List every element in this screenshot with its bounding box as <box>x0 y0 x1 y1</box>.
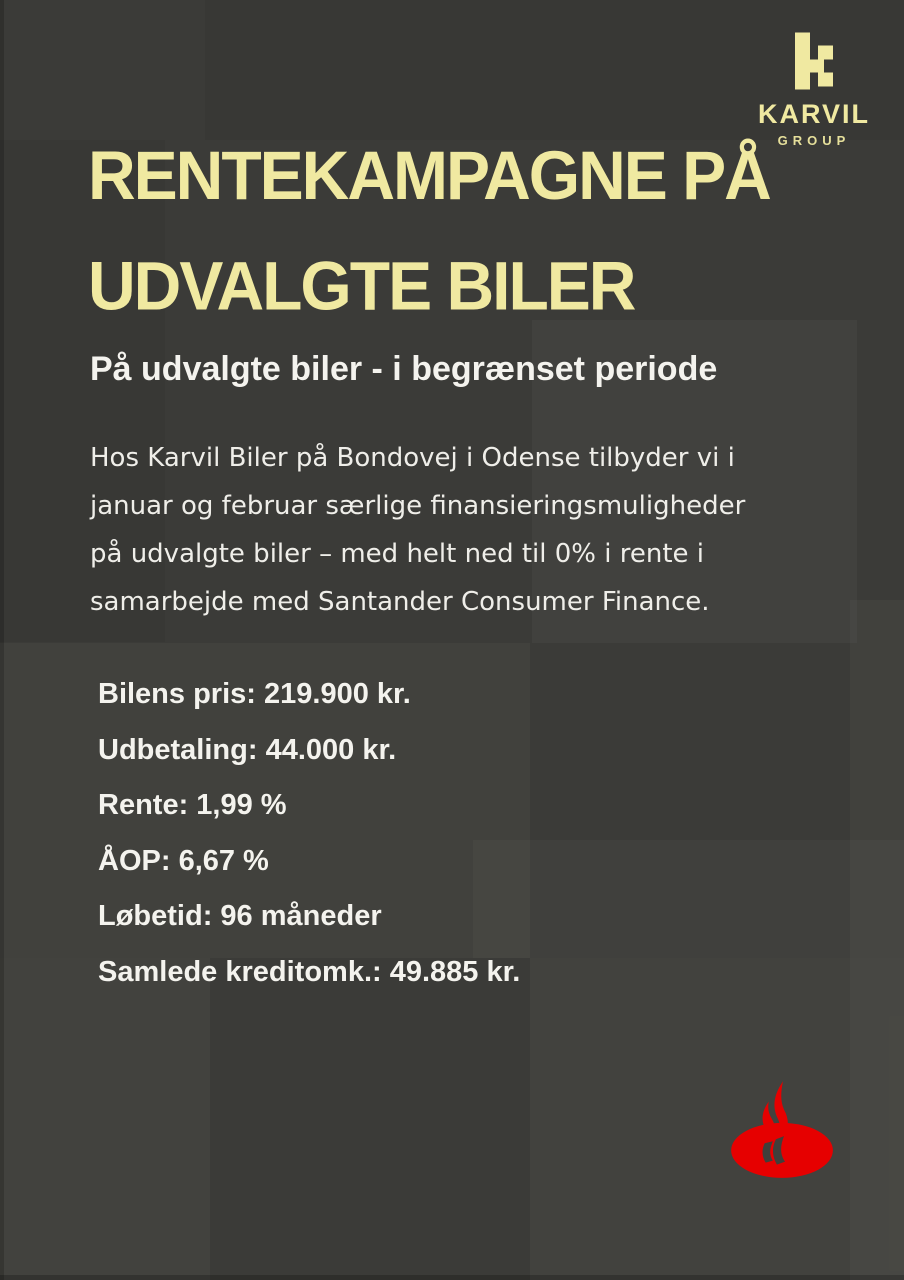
detail-value: 6,67 % <box>178 844 269 877</box>
background-edge <box>0 1275 904 1280</box>
body-line: på udvalgte biler – med helt ned til 0% i rente i <box>90 539 705 569</box>
body-line: Hos Karvil Biler på Bondovej i Odense tilbyder vi i <box>90 443 735 473</box>
detail-row-lobetid <box>98 889 738 945</box>
detail-label: Løbetid: <box>98 900 213 932</box>
detail-row-kreditomk <box>98 945 738 1001</box>
background-patch <box>0 958 210 1280</box>
headline <box>88 120 868 340</box>
detail-row-bilens-pris <box>98 667 738 723</box>
headline-line-2: UDVALGTE BILER <box>88 246 635 324</box>
detail-value: 219.900 kr. <box>264 678 411 710</box>
detail-label: Udbetaling: <box>98 733 258 766</box>
finance-details-list <box>98 667 738 1000</box>
body-line: januar og februar særlige finansieringsmuligheder <box>90 491 746 521</box>
karvil-k-icon <box>795 32 833 90</box>
detail-value: 49.885 kr. <box>389 955 521 988</box>
detail-label: Samlede kreditomk.: <box>98 955 382 988</box>
santander-logo <box>703 1070 859 1184</box>
background-edge <box>0 0 4 1280</box>
subheadline: På udvalgte biler - i begrænset periode <box>90 350 718 388</box>
detail-row-udbetaling <box>98 723 738 779</box>
detail-label: Bilens pris: <box>98 678 256 710</box>
detail-value: 44.000 kr. <box>265 733 397 766</box>
detail-label: ÅOP: <box>98 844 171 877</box>
headline-line-1: RENTEKAMPAGNE PÅ <box>88 136 770 214</box>
detail-value: 96 måneder <box>220 900 382 932</box>
brand-name: KARVIL <box>757 99 870 129</box>
detail-value: 1,99 % <box>196 789 287 821</box>
detail-row-aop <box>98 834 738 890</box>
santander-flame-icon <box>703 1070 859 1184</box>
brand-subtitle: GROUP <box>777 133 851 148</box>
detail-label: Rente: <box>98 789 189 821</box>
body-line: samarbejde med Santander Consumer Finance. <box>90 587 710 617</box>
detail-row-rente <box>98 778 738 834</box>
body-text <box>90 434 830 626</box>
